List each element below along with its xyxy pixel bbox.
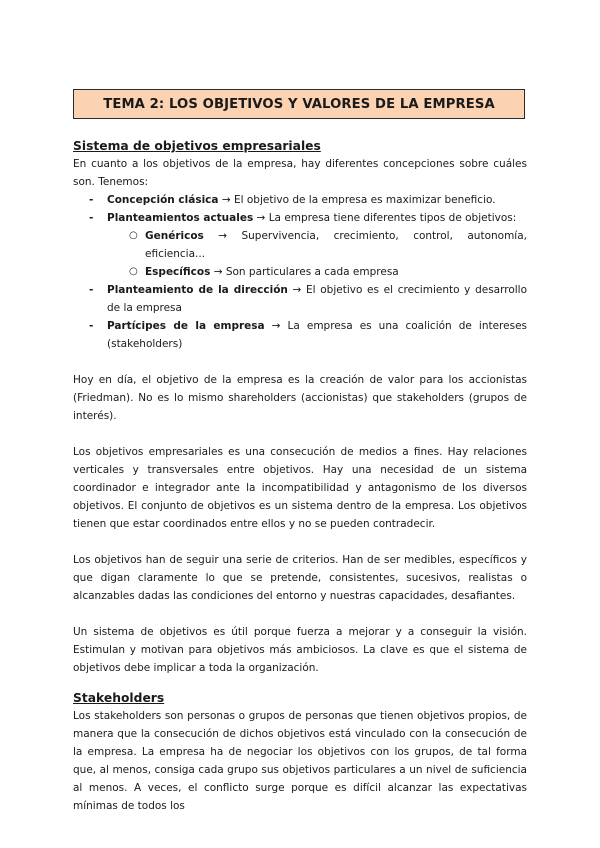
body-paragraph: Los stakeholders son personas o grupos de personas que tienen objetivos propios, de manera que la consecución de dichos objetivos está vinculado con la consecución de la empresa. La empresa ha de negociar los objetivos con los grupos, de tal forma que, al menos, consiga cada grupo sus objetivos particulares a un nivel de suficiencia al menos. A veces, el conflicto surge porque es difícil alcanzar las expectativas mínimas de todos los [73,710,527,812]
dash-bullet: - [89,194,94,206]
sub-list-item-term: Específicos [145,266,211,278]
body-paragraph: Un sistema de objetivos es útil porque fuerza a mejorar y a conseguir la visión. Estimulan y motivan para objetivos más ambiciosos. La clave es que el sistema de objetivos debe implicar a toda la organización. [73,626,527,674]
list-item [73,317,527,353]
list-item-text: → El objetivo es el crecimiento y desarrollo de la empresa [107,284,528,314]
list-item-term: Concepción clásica [107,194,219,206]
intro-paragraph: En cuanto a los objetivos de la empresa, hay diferentes concepciones sobre cuáles son. Tenemos: [73,158,527,188]
body-paragraph: Los objetivos han de seguir una serie de criterios. Han de ser medibles, específicos y que digan claramente lo que se pretende, consistentes, sucesivos, realistas o alcanzables dadas las condiciones del entorno y nuestras capacidades, desafiantes. [73,554,527,602]
list-item-term: Planteamiento de la dirección [107,284,288,296]
body-paragraph: Hoy en día, el objetivo de la empresa es la creación de valor para los accionistas (Friedman). No es lo mismo shareholders (accionistas) que stakeholders (grupos de interés). [73,374,527,422]
sub-list-item [73,263,527,281]
list-item-text: → La empresa tiene diferentes tipos de objetivos: [253,212,517,224]
sub-list-item [73,227,527,263]
concepciones-list [73,191,527,353]
dash-bullet: - [89,320,94,332]
document-body [73,137,527,815]
list-item [73,281,527,317]
sub-list-item-text: → Supervivencia, crecimiento, control, autonomía, eficiencia... [145,230,527,260]
sub-list [73,227,527,281]
list-item-text: → El objetivo de la empresa es maximizar beneficio. [218,194,496,206]
list-item-text: → La empresa es una coalición de intereses (stakeholders) [107,320,528,350]
list-item-term: Partícipes de la empresa [107,320,265,332]
section-heading-stakeholders: Stakeholders [73,691,165,705]
section-heading-objetivos: Sistema de objetivos empresariales [73,139,321,153]
document-title: TEMA 2: LOS OBJETIVOS Y VALORES DE LA EMPRESA [73,89,525,119]
sub-list-item-term: Genéricos [145,230,204,242]
circle-bullet: ○ [129,266,138,277]
sub-list-item-text: → Son particulares a cada empresa [210,266,399,278]
list-item [73,191,527,209]
list-item [73,209,527,281]
dash-bullet: - [89,212,94,224]
dash-bullet: - [89,284,94,296]
body-paragraph: Los objetivos empresariales es una consecución de medios a fines. Hay relaciones verticales y transversales entre objetivos. Hay una necesidad de un sistema coordinador e integrador ante la incompatibilidad y antagonismo de los diversos objetivos. El conjunto de objetivos es un sistema dentro de la empresa. Los objetivos tienen que estar coordinados entre ellos y no se pueden contradecir. [73,446,527,530]
circle-bullet: ○ [129,230,138,241]
list-item-term: Planteamientos actuales [107,212,254,224]
